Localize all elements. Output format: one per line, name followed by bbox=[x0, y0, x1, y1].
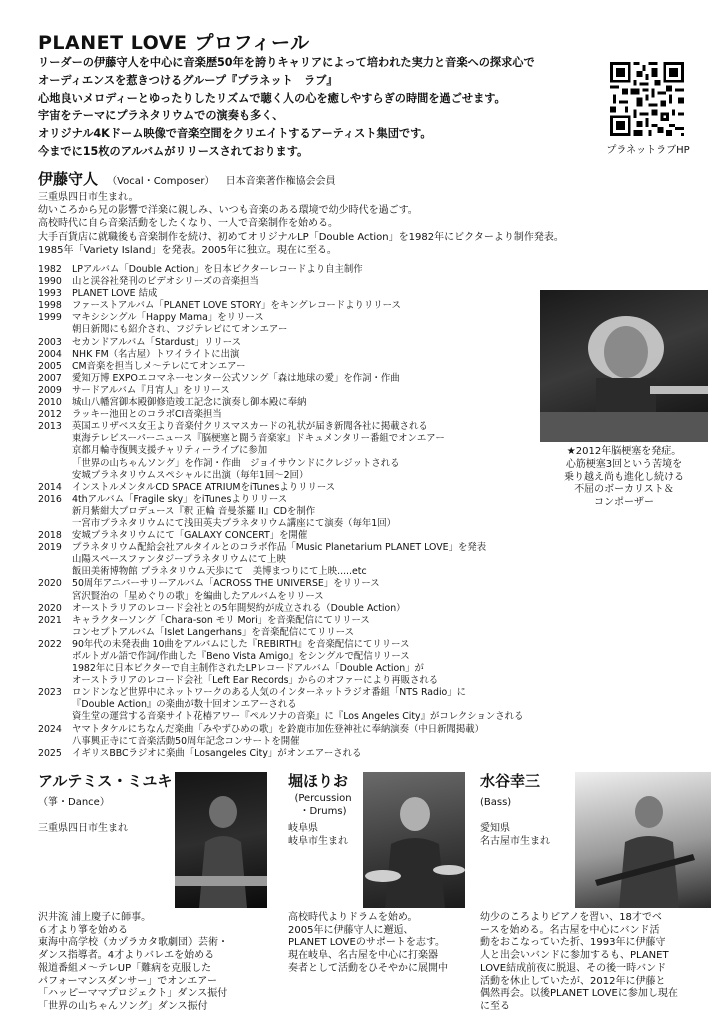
timeline-text: 愛知万博 EXPOエコマネーセンター公式ソング「森は地球の愛」を作詞・作曲 bbox=[72, 372, 400, 384]
timeline-year: 2004 bbox=[38, 348, 62, 360]
timeline-year: 2003 bbox=[38, 336, 62, 348]
timeline-row bbox=[38, 288, 568, 300]
timeline-row bbox=[38, 530, 568, 542]
member-name: 堀ほりお bbox=[288, 772, 349, 790]
bio-line: 大手百貨店に就職後も音楽制作を続け、初めてオリジナルLP「Double Action」を1982年にビクターより制作発表。 bbox=[38, 231, 564, 243]
bio-line: 高校時代よりドラムを始め。 bbox=[288, 912, 418, 923]
timeline-row bbox=[38, 445, 568, 457]
timeline-row bbox=[38, 506, 568, 518]
bio-line: LOVE結成前夜に脱退、その後一時バンド bbox=[480, 962, 667, 974]
bio-line: 2005年に伊藤守人に邂逅、 bbox=[288, 924, 414, 936]
timeline-year: 2009 bbox=[38, 384, 62, 396]
timeline-row bbox=[38, 324, 568, 336]
timeline-row bbox=[38, 421, 568, 433]
timeline-text: マキシシングル「Happy Mama」をリリース bbox=[72, 312, 264, 324]
bio-line: 沢井流 浦上慶子に師事。 bbox=[38, 912, 152, 923]
caption-line: 乗り越え尚も進化し続ける bbox=[564, 471, 684, 483]
timeline-year bbox=[38, 627, 72, 639]
bio-line: 動をおこなっていた折、1993年に伊藤守 bbox=[480, 937, 666, 949]
bio-line: ースを始める。名古屋を中心にバンド活 bbox=[480, 924, 660, 936]
bio-line: 1985年「Variety Island」を発表。2005年に独立。現在に至る。 bbox=[38, 244, 337, 256]
timeline-row bbox=[38, 494, 568, 506]
member-role: (Bass) bbox=[480, 797, 512, 808]
timeline-text: CM音楽を担当しメ～テレにてオンエアー bbox=[72, 360, 246, 372]
bio-line: 幼いころから兄の影響で洋楽に親しみ、いつも音楽のある環境で幼少時代を過ごす。 bbox=[38, 205, 418, 217]
bio-line: 三重県四日市生まれ。 bbox=[38, 192, 139, 203]
timeline-row bbox=[38, 675, 568, 687]
ito-photo bbox=[540, 290, 708, 442]
qr-caption: プラネットラブHP bbox=[606, 145, 690, 156]
timeline-year: 2020 bbox=[38, 578, 62, 590]
timeline-year: 1982 bbox=[38, 264, 62, 275]
timeline-row bbox=[38, 627, 568, 639]
member-association: 日本音楽著作権協会会員 bbox=[225, 176, 336, 187]
timeline-year: 2022 bbox=[38, 638, 62, 650]
timeline-row bbox=[38, 748, 568, 760]
timeline-row bbox=[38, 566, 568, 578]
timeline-year: 1998 bbox=[38, 300, 62, 312]
timeline-year bbox=[38, 651, 72, 663]
member-name: アルテミス・ミユキ bbox=[38, 772, 173, 790]
timeline-row bbox=[38, 651, 568, 663]
bio-line: 「ハッピーママプロジェクト」ダンス振付 bbox=[38, 988, 228, 1000]
bio-line: 東海中高学校（カヅラカタ歌劇団）芸術・ bbox=[38, 937, 228, 949]
timeline-row bbox=[38, 373, 568, 385]
timeline-year: 2010 bbox=[38, 397, 62, 409]
timeline-year: 2025 bbox=[38, 747, 62, 759]
timeline-year: 2016 bbox=[38, 493, 62, 505]
bio-line: 幼少のころよりピアノを習い、18才でベ bbox=[480, 912, 662, 923]
timeline-text: 資生堂の運営する音楽サイト花椿アワー『ペルソナの音楽』に『Los Angeles City』がコレクションされる bbox=[72, 711, 524, 723]
timeline-text: 50周年アニバーサリーアルバム「ACROSS THE UNIVERSE」をリリース bbox=[72, 578, 380, 590]
timeline-text: プラネタリウム配給会社アルタイルとのコラボ作品「Music Planetarium PLANET LOVE」を発表 bbox=[72, 542, 487, 554]
timeline-row bbox=[38, 554, 568, 566]
timeline-row bbox=[38, 300, 568, 312]
timeline-text: 一宮市プラネタリウムにて浅田英夫プラネタリウム講座にて演奏（毎年1回） bbox=[72, 517, 396, 529]
timeline-row bbox=[38, 639, 568, 651]
member-bio bbox=[480, 912, 678, 1014]
timeline-text: LPアルバム「Double Action」を日本ビクターレコードより自主制作 bbox=[72, 264, 363, 275]
timeline-text: ロンドンなど世界中にネットワークのある人気のインターネットラジオ番組「NTS Radio」に bbox=[72, 687, 467, 699]
timeline-row bbox=[38, 663, 568, 675]
member-name: 水谷幸三 bbox=[480, 772, 541, 790]
timeline-text: セカンドアルバム「Stardust」リリース bbox=[72, 336, 241, 348]
member-role bbox=[288, 792, 358, 818]
timeline-text: 90年代の未発表曲 10曲をアルバムにした『REBIRTH』を音楽配信にてリリース bbox=[72, 638, 410, 650]
timeline-year bbox=[38, 470, 72, 482]
timeline-text: 宮沢賢治の「星めぐりの歌」を編曲したアルバムをリリース bbox=[72, 590, 324, 602]
bio-line: 「世界の山ちゃんソング」ダンス振付 bbox=[38, 1000, 208, 1012]
timeline-text: ラッキー池田とのコラボCI音楽担当 bbox=[72, 409, 222, 421]
timeline-text: インストルメンタルCD SPACE ATRIUMをiTunesよりリリース bbox=[72, 481, 336, 493]
origin-line: 岐阜市生まれ bbox=[288, 836, 348, 847]
timeline-year: 2012 bbox=[38, 409, 62, 421]
timeline-year: 2014 bbox=[38, 481, 62, 493]
member-bio bbox=[288, 912, 448, 976]
timeline-row bbox=[38, 397, 568, 409]
timeline-row bbox=[38, 385, 568, 397]
timeline-row bbox=[38, 433, 568, 445]
intro-line: リーダーの伊藤守人を中心に音楽歴50年を誇りキャリアによって培われた実力と音楽への探求心で bbox=[38, 56, 535, 69]
timeline-row bbox=[38, 724, 568, 736]
timeline-year: 2024 bbox=[38, 723, 62, 735]
timeline-row bbox=[38, 603, 568, 615]
timeline-text: 4thアルバム「Fragile sky」をiTunesよりリリース bbox=[72, 493, 288, 505]
timeline-text: 山陽スペースファンタジープラネタリウムにて上映 bbox=[72, 554, 286, 566]
timeline-row bbox=[38, 361, 568, 373]
timeline-row bbox=[38, 615, 568, 627]
intro-line: オリジナル4Kドーム映像で音楽空間をクリエイトするアーティスト集団です。 bbox=[38, 127, 432, 141]
timeline-text: 八事興正寺にて音楽活動50周年記念コンサートを開催 bbox=[72, 735, 300, 747]
timeline-year: 2020 bbox=[38, 602, 62, 614]
career-timeline bbox=[38, 264, 568, 760]
timeline-year: 2023 bbox=[38, 687, 62, 699]
timeline-text: イギリスBBCラジオに楽曲「Losangeles City」がオンエアーされる bbox=[72, 747, 362, 759]
timeline-year bbox=[38, 324, 72, 336]
timeline-text: 新月紫紺大プロデュース『釈 正輪 音曼茶羅 II』CDを制作 bbox=[72, 505, 316, 517]
caption-line: コンポーザー bbox=[594, 497, 654, 509]
member-role: （箏・Dance） bbox=[38, 797, 110, 808]
timeline-year bbox=[38, 699, 72, 711]
timeline-row bbox=[38, 687, 568, 699]
intro-text bbox=[38, 54, 598, 161]
member-role: （Vocal・Composer） bbox=[107, 176, 215, 187]
miyuki-photo bbox=[175, 772, 267, 908]
timeline-row bbox=[38, 470, 568, 482]
timeline-text: 山と渓谷社発刊のビデオシリーズの音楽担当 bbox=[72, 276, 259, 288]
intro-line: 心地良いメロディーとゆったりしたリズムで聴く人の心を癒しやすらぎの時間を過ごせます。 bbox=[38, 91, 506, 105]
bio-line: 報道番組メ～テレUP「難病を克服した bbox=[38, 962, 212, 974]
timeline-text: 京都月輪寺復興支援チャリティーライブに参加 bbox=[72, 445, 268, 457]
timeline-text: オーストラリアのレコード会社「Left Ear Records」からのオファーにより再販される bbox=[72, 675, 439, 687]
timeline-row bbox=[38, 736, 568, 748]
qr-code-icon[interactable] bbox=[610, 62, 684, 136]
ito-bio bbox=[38, 191, 718, 257]
timeline-text: 安城プラネタリウムスペシャルに出演（毎年1回～2回） bbox=[72, 469, 309, 481]
timeline-row bbox=[38, 542, 568, 554]
timeline-year bbox=[38, 445, 72, 457]
timeline-text: オーストラリアのレコード会社との5年間契約が成立される（Double Action） bbox=[72, 602, 406, 614]
timeline-year bbox=[38, 554, 72, 566]
timeline-year bbox=[38, 711, 72, 723]
bio-line: 高校時代に自ら音楽活動をしたくなり、一人で音楽制作を始める。 bbox=[38, 218, 338, 230]
timeline-text: キャラクターソング「Chara-son モリ Mori」を音楽配信にてリリース bbox=[72, 614, 370, 626]
timeline-text: 1982年に日本ビクターで自主制作されたLPレコードアルバム「Double Action」が bbox=[72, 663, 424, 675]
timeline-year: 1993 bbox=[38, 288, 62, 300]
timeline-text: NHK FM（名古屋）トワイライトに出演 bbox=[72, 348, 240, 360]
timeline-row bbox=[38, 409, 568, 421]
timeline-year: 2021 bbox=[38, 614, 62, 626]
timeline-year: 1999 bbox=[38, 312, 62, 324]
timeline-year bbox=[38, 433, 72, 445]
intro-line: 今までに15枚のアルバムがリリースされております。 bbox=[38, 144, 309, 158]
timeline-year bbox=[38, 591, 72, 603]
intro-line: 宇宙をテーマにプラネタリウムでの演奏も多く、 bbox=[38, 109, 284, 123]
timeline-row bbox=[38, 699, 568, 711]
bio-line: パフォーマンスダンサー」でオンエアー bbox=[38, 975, 217, 987]
timeline-year bbox=[38, 663, 72, 675]
caption-line: 心筋梗塞3回という苦境を bbox=[565, 458, 683, 470]
bio-line: ６才より箏を始める bbox=[38, 924, 128, 936]
timeline-year: 2013 bbox=[38, 421, 62, 433]
bio-line: 人と出会いバンドに参加するも、PLANET bbox=[480, 950, 669, 962]
timeline-year: 2019 bbox=[38, 542, 62, 554]
timeline-row bbox=[38, 591, 568, 603]
bio-line: ダンス指導者。4才よりバレエを始める bbox=[38, 950, 215, 962]
member-origin: 三重県四日市生まれ bbox=[38, 823, 128, 834]
timeline-year bbox=[38, 675, 72, 687]
role-line: ・Drums) bbox=[299, 806, 347, 817]
timeline-row bbox=[38, 458, 568, 470]
timeline-row bbox=[38, 264, 568, 276]
caption-line: ★2012年脳梗塞を発症。 bbox=[566, 446, 682, 457]
timeline-year bbox=[38, 458, 72, 470]
timeline-row bbox=[38, 312, 568, 324]
intro-line: オーディエンスを惹きつけるグループ『プラネット ラブ』 bbox=[38, 73, 338, 87]
bio-line: 現在岐阜、名古屋を中心に打楽器 bbox=[288, 950, 438, 962]
timeline-row bbox=[38, 578, 568, 590]
bio-line: 奏者として活動をひそやかに展開中 bbox=[288, 962, 448, 974]
mizutani-photo bbox=[575, 772, 711, 908]
role-line: (Percussion bbox=[294, 793, 352, 804]
ito-photo-caption bbox=[536, 446, 712, 510]
timeline-text: サードアルバム『月宵人』をリリース bbox=[72, 384, 230, 396]
timeline-text: ファーストアルバム「PLANET LOVE STORY」をキングレコードよりリリース bbox=[72, 300, 401, 312]
timeline-row bbox=[38, 349, 568, 361]
timeline-year bbox=[38, 736, 72, 748]
timeline-year: 1990 bbox=[38, 276, 62, 288]
bio-line: 活動を休止していたが、2012年に伊藤と bbox=[480, 975, 666, 987]
bio-line: に至る bbox=[480, 1000, 510, 1012]
timeline-year: 2018 bbox=[38, 530, 62, 542]
member-origin bbox=[288, 822, 348, 848]
timeline-text: ヤマトタケルにちなんだ楽曲「みやずひめの歌」を鈴鹿市加佐登神社に奉納演奏（中日新聞掲載） bbox=[72, 723, 485, 735]
timeline-row bbox=[38, 518, 568, 530]
origin-line: 名古屋市生まれ bbox=[480, 836, 550, 847]
bio-line: 偶然再会。以後PLANET LOVEに参加し現在 bbox=[480, 988, 678, 1000]
timeline-text: 『Double Action』の楽曲が数十回オンエアーされる bbox=[72, 699, 297, 711]
timeline-row bbox=[38, 482, 568, 494]
timeline-text: 城山八幡宮御本殿御修造竣工記念に演奏し御本殿に奉納 bbox=[72, 397, 307, 409]
page-title: PLANET LOVE プロフィール bbox=[38, 32, 310, 54]
horio-photo bbox=[363, 772, 465, 908]
timeline-text: 安城プラネタリウムにて「GALAXY CONCERT」を開催 bbox=[72, 530, 308, 542]
timeline-year: 2005 bbox=[38, 360, 62, 372]
timeline-row bbox=[38, 276, 568, 288]
caption-line: 不屈のボーカリスト＆ bbox=[574, 484, 674, 496]
origin-line: 愛知県 bbox=[480, 823, 510, 834]
timeline-text: PLANET LOVE 結成 bbox=[72, 288, 158, 300]
member-bio bbox=[38, 912, 228, 1014]
origin-line: 岐阜県 bbox=[288, 823, 318, 834]
timeline-row bbox=[38, 711, 568, 723]
timeline-year: 2007 bbox=[38, 372, 62, 384]
timeline-text: コンセプトアルバム「Islet Langerhans」を音楽配信にてリリース bbox=[72, 626, 354, 638]
bio-line: PLANET LOVEのサポートを志す。 bbox=[288, 937, 446, 949]
timeline-text: ボルトガル語で作詞/作曲した『Beno Vista Amigo』をシングルで配信リリース bbox=[72, 651, 410, 662]
member-name: 伊藤守人 bbox=[38, 170, 99, 188]
timeline-year bbox=[38, 518, 72, 530]
timeline-year bbox=[38, 506, 72, 518]
timeline-row bbox=[38, 337, 568, 349]
timeline-text: 「世界の山ちゃんソング」を作詞・作曲 ジョイサウンドにクレジットされる bbox=[72, 457, 400, 469]
timeline-text: 朝日新聞にも紹介され、フジテレビにてオンエアー bbox=[72, 324, 288, 336]
timeline-year bbox=[38, 566, 72, 578]
member-origin bbox=[480, 822, 550, 848]
timeline-text: 飯田美術博物館 プラネタリウム天歩にて 美博まつりにて上映.....etc bbox=[72, 566, 367, 578]
ito-header bbox=[38, 168, 336, 189]
timeline-text: 英国エリザベス女王より音楽付クリスマスカードの礼状が届き新聞各社に掲載される bbox=[72, 421, 428, 433]
timeline-text: 東海テレビスーパーニュース『脳梗塞と闘う音楽家』ドキュメンタリー番組でオンエアー bbox=[72, 433, 445, 445]
